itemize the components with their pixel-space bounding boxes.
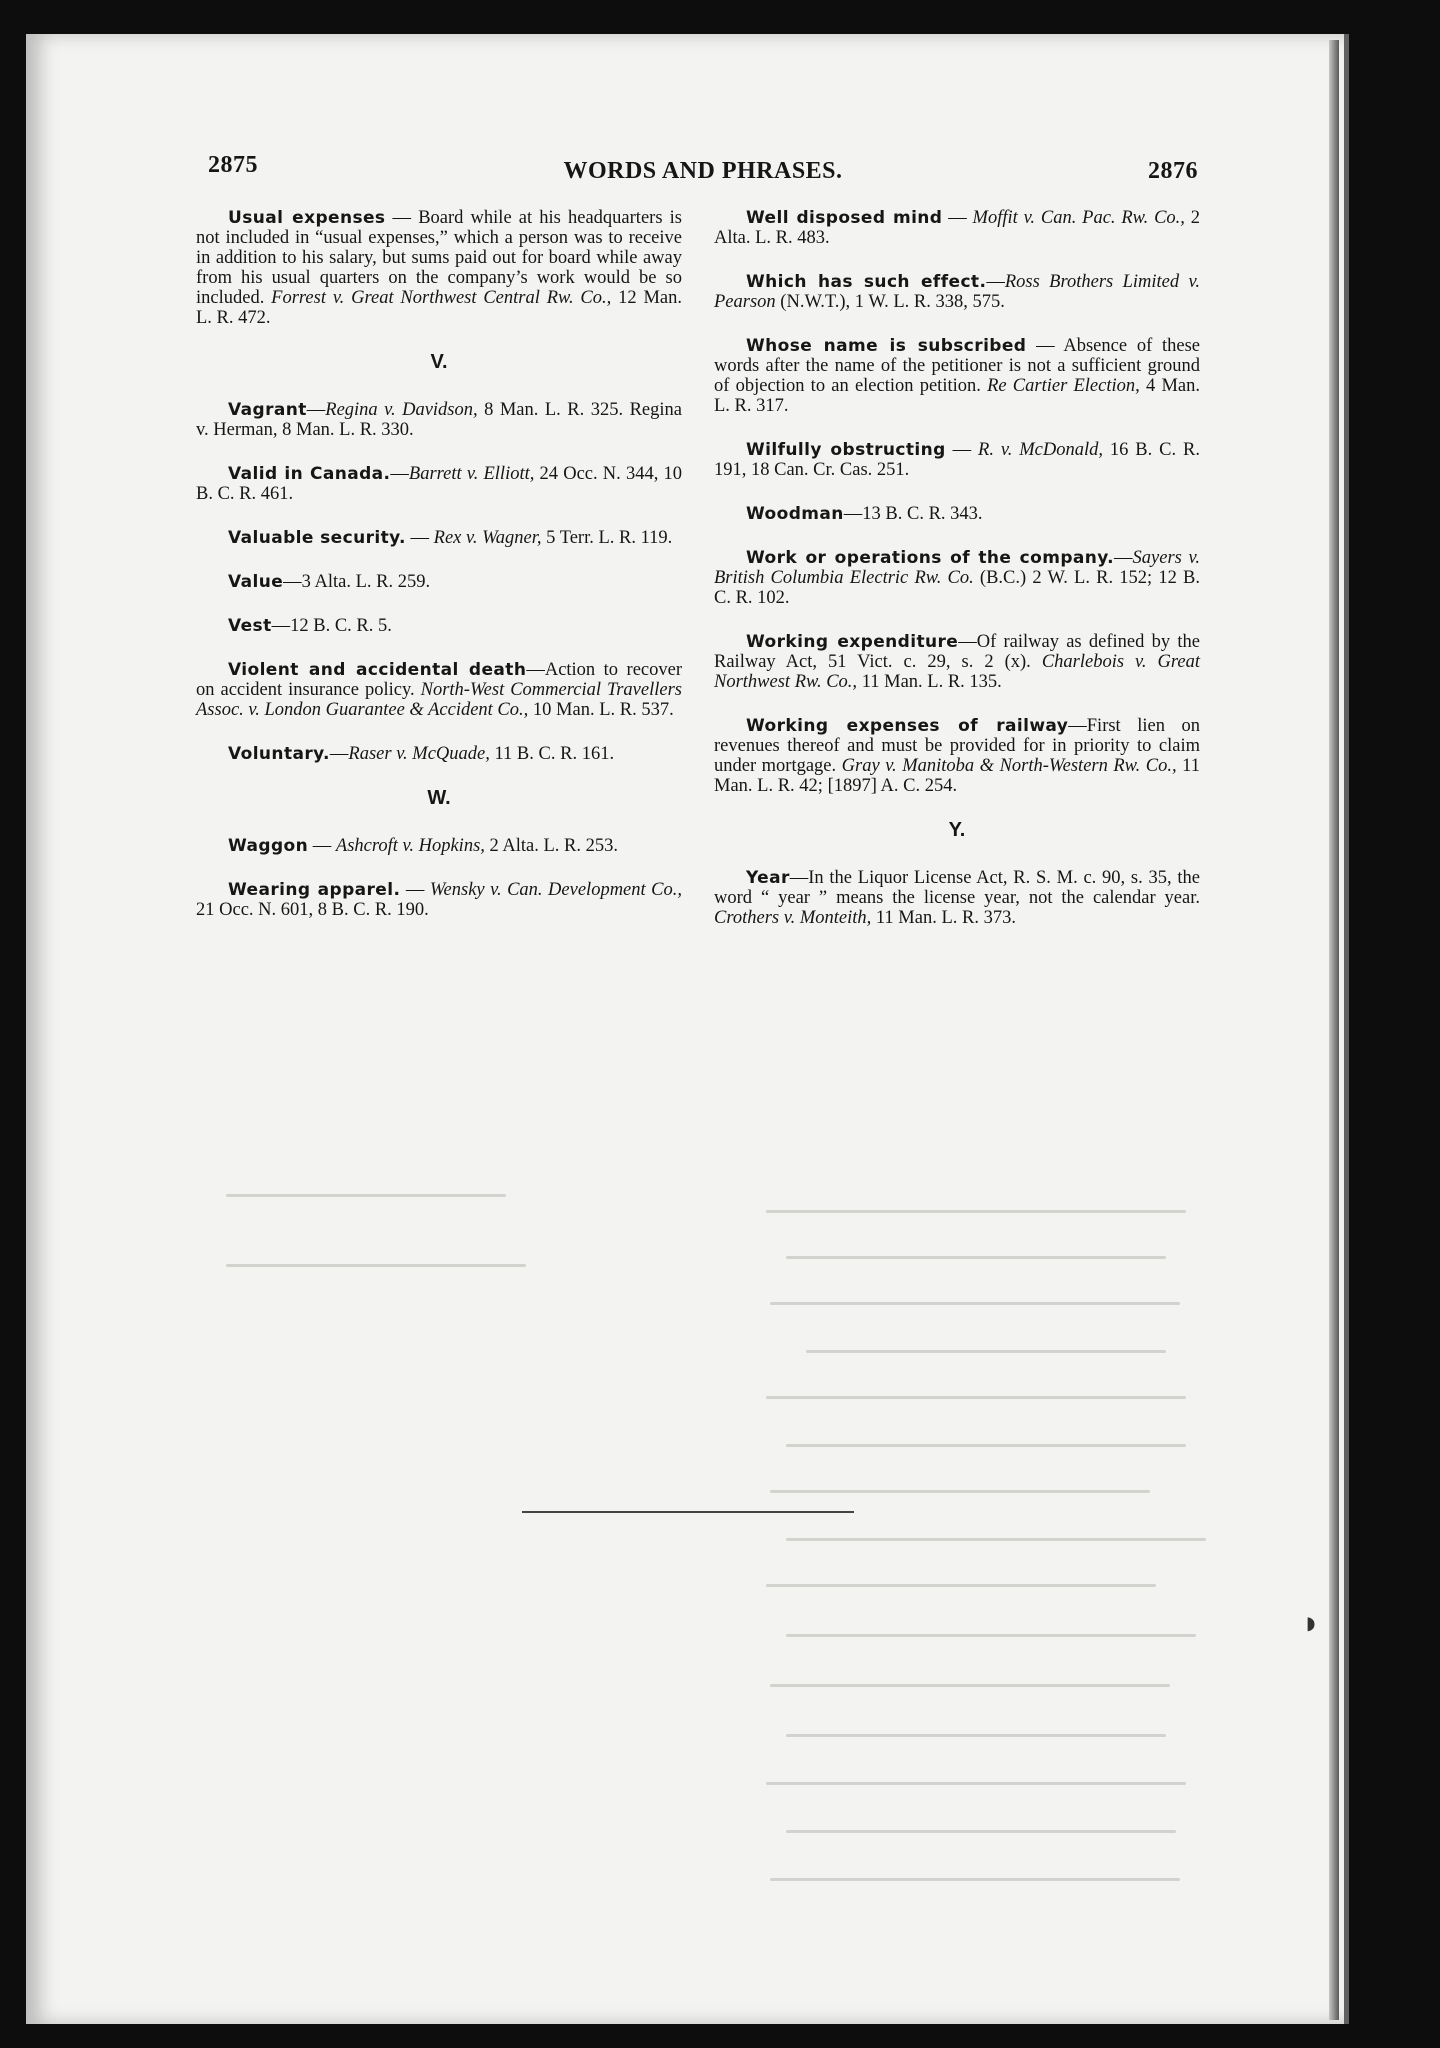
entry-separator: — — [271, 616, 291, 636]
entry-separator: — — [942, 208, 973, 228]
entry-text: 3 Alta. L. R. 259. — [301, 572, 431, 592]
end-rule — [522, 1511, 854, 1513]
entry-case-name: Rex v. Wagner, — [433, 528, 542, 548]
entry-citation: 2 Alta. L. R. 483. — [714, 208, 1201, 248]
entry-case-name: Raser v. McQuade, — [348, 744, 490, 764]
entry-citation: 12 Man. L. R. 472. — [196, 288, 682, 328]
entry-headword: Woodman — [746, 504, 844, 524]
entry-citation: 21 Occ. N. 601, 8 B. C. R. 190. — [196, 900, 429, 920]
entry — [714, 868, 1200, 928]
entry — [714, 208, 1200, 248]
entry-separator: — — [986, 272, 1005, 292]
entry-text: 12 B. C. R. 5. — [290, 616, 392, 636]
entry-headword: Whose name is subscribed — [746, 336, 1027, 356]
entry-separator: — — [405, 528, 434, 548]
entry-headword: Well disposed mind — [746, 208, 943, 228]
entry-case-name: Wensky v. Can. Development Co., — [429, 880, 682, 900]
entry — [196, 400, 682, 440]
entry-text: First lien on revenues thereof and must be provided for in priority to claim under mortgage. — [714, 716, 1200, 776]
entry-citation: 11 B. C. R. 161. — [489, 744, 615, 764]
entry-citation: (B.C.) 2 W. L. R. 152; 12 B. C. R. 102. — [714, 568, 1200, 608]
entry — [714, 548, 1200, 608]
entry — [196, 744, 682, 764]
entry-headword: Vest — [228, 616, 272, 636]
entry-citation: 2 Alta. L. R. 253. — [484, 836, 619, 856]
entry-headword: Wearing apparel. — [228, 880, 401, 900]
entry-case-name: Re Cartier Election, — [987, 376, 1140, 396]
entry-headword: Violent and accidental death — [228, 660, 527, 680]
entry-headword: Voluntary. — [228, 744, 330, 764]
entry-text: Board while at his headquarters is not included in “usual expenses,” which a person was to receive in addition to his salary, but sums paid out for board while away from his usual quarters on the company’s work would be so included. — [196, 208, 682, 308]
entry-case-name: Barrett v. Elliott, — [408, 464, 535, 484]
entry-case-name: North-West Commercial Travellers Assoc. v. London Guarantee & Accident Co., — [196, 680, 682, 720]
entry-case-name: Ross Brothers Limited v. Pearson — [714, 272, 1200, 312]
entry-headword: Usual expenses — [228, 208, 386, 228]
entry-separator: — — [945, 440, 979, 460]
margin-mark: ◗ — [1306, 1613, 1316, 1634]
entry — [196, 208, 682, 328]
entry — [714, 632, 1200, 692]
entry-headword: Work or operations of the company. — [746, 548, 1115, 568]
entry-headword: Value — [228, 572, 284, 592]
entry-separator: — — [526, 660, 545, 680]
page-fold — [1329, 40, 1339, 2020]
section-letter: W. — [427, 787, 451, 809]
page-number-right: 2876 — [1148, 158, 1198, 184]
entry-case-name: Moffit v. Can. Pac. Rw. Co., — [972, 208, 1185, 228]
entry-case-name: Charlebois v. Great Northwest Rw. Co., — [714, 652, 1200, 692]
entry-text: 13 B. C. R. 343. — [862, 504, 983, 524]
entry-headword: Valuable security. — [228, 528, 406, 548]
entry-citation: 16 B. C. R. 191, 18 Can. Cr. Cas. 251. — [714, 440, 1200, 480]
entry-separator: — — [843, 504, 863, 524]
entry-headword: Year — [746, 868, 790, 888]
entry-case-name: Sayers v. British Columbia Electric Rw. Co. — [714, 548, 1200, 588]
entry — [714, 272, 1200, 312]
entry-text: Of railway as defined by the Railway Act, 51 Vict. c. 29, s. 2 (x). — [714, 632, 1200, 672]
entry-case-name: Crothers v. Monteith, — [714, 908, 872, 928]
entry-separator: — — [283, 572, 302, 592]
running-title: WORDS AND PHRASES. — [563, 158, 843, 184]
entry — [714, 504, 1200, 524]
entry-citation: 11 Man. L. R. 373. — [871, 908, 1016, 928]
entry-separator: — — [1068, 716, 1087, 736]
entry-text: Absence of these words after the name of the petitioner is not a sufficient ground of objection to an election petition. — [714, 336, 1201, 396]
entry — [196, 616, 682, 636]
entry-citation: 11 Man. L. R. 135. — [857, 672, 1002, 692]
entry-separator: — — [385, 208, 419, 228]
section-letter: V. — [430, 351, 448, 373]
entry-citation: (N.W.T.), 1 W. L. R. 338, 575. — [775, 292, 1005, 312]
entry-citation: 4 Man. L. R. 317. — [714, 376, 1200, 416]
entry-case-name: Regina v. Davidson, — [325, 400, 478, 420]
left-column — [196, 208, 682, 944]
entry-text: In the Liquor License Act, R. S. M. c. 90, s. 35, the word “ year ” means the license year, not the calendar year. — [714, 868, 1200, 908]
entry — [196, 836, 682, 856]
entry-separator: — — [306, 400, 326, 420]
entry — [196, 528, 682, 548]
section-letter: Y. — [948, 819, 966, 841]
entry-separator: — — [400, 880, 430, 900]
entry-headword: Working expenses of railway — [746, 716, 1069, 736]
entry — [714, 336, 1200, 416]
entry-headword: Wilfully obstructing — [746, 440, 946, 460]
entry-separator: — — [390, 464, 409, 484]
entry-case-name: R. v. McDonald, — [978, 440, 1103, 460]
entry — [196, 572, 682, 592]
entry — [714, 716, 1200, 796]
entry-citation: 5 Terr. L. R. 119. — [541, 528, 673, 548]
entry-separator: — — [1114, 548, 1133, 568]
running-header — [208, 152, 1198, 188]
entry-headword: Which has such effect. — [746, 272, 987, 292]
entry-separator: — — [329, 744, 349, 764]
entry — [196, 464, 682, 504]
entry-case-name: Ashcroft v. Hopkins, — [335, 836, 485, 856]
entry-citation: 8 Man. L. R. 325. Regina v. Herman, 8 Man. L. R. 330. — [196, 400, 682, 440]
entry-case-name: Forrest v. Great Northwest Central Rw. Co., — [271, 288, 612, 308]
entry-separator: — — [308, 836, 336, 856]
entry-citation: 24 Occ. N. 344, 10 B. C. R. 461. — [196, 464, 683, 504]
entry — [196, 660, 682, 720]
entry-headword: Vagrant — [228, 400, 307, 420]
entry — [196, 880, 682, 920]
entry-citation: 10 Man. L. R. 537. — [528, 700, 674, 720]
right-column — [714, 208, 1200, 952]
entry-separator: — — [958, 632, 977, 652]
page-number-left: 2875 — [208, 152, 258, 178]
entry-headword: Valid in Canada. — [228, 464, 391, 484]
entry-headword: Waggon — [228, 836, 309, 856]
entry-text: Action to recover on accident insurance policy. — [196, 660, 682, 700]
entry-headword: Working expenditure — [746, 632, 959, 652]
entry — [714, 440, 1200, 480]
entry-citation: 11 Man. L. R. 42; [1897] A. C. 254. — [714, 756, 1200, 796]
entry-separator: — — [1026, 336, 1064, 356]
entry-case-name: Gray v. Manitoba & North-Western Rw. Co., — [841, 756, 1177, 776]
entry-separator: — — [789, 868, 809, 888]
